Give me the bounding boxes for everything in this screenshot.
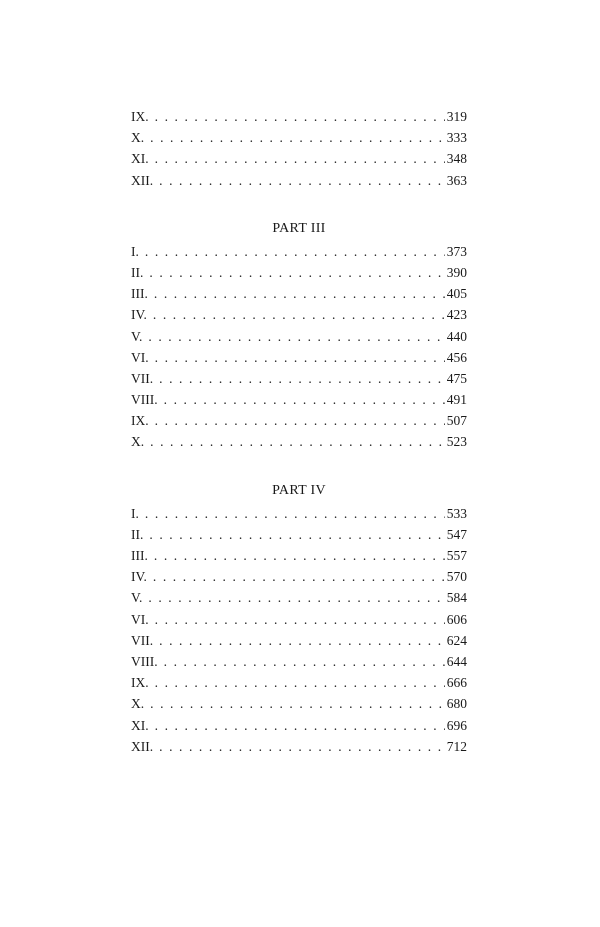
toc-entry (131, 241, 467, 262)
chapter-label: IV. (131, 307, 147, 323)
chapter-label: X. (131, 434, 145, 450)
toc-entry (131, 566, 467, 587)
dot-leader (149, 524, 444, 545)
table-of-contents (131, 106, 467, 757)
page-number: 456 (446, 349, 467, 365)
dot-leader (164, 389, 445, 410)
chapter-label: III. (131, 548, 148, 563)
chapter-label: III. (131, 286, 148, 302)
dot-leader (150, 127, 445, 148)
dot-leader (155, 148, 445, 169)
chapter-label: X. (131, 696, 145, 712)
dot-leader (154, 545, 445, 566)
dot-leader (159, 170, 445, 191)
toc-entry (131, 431, 467, 452)
page-number: 547 (446, 526, 467, 542)
page-number: 319 (446, 109, 467, 124)
page-number: 440 (446, 328, 467, 344)
chapter-label: VIII. (131, 392, 158, 408)
dot-leader (155, 715, 445, 736)
chapter-label: II. (131, 526, 144, 542)
toc-entry (131, 262, 467, 283)
dot-leader (159, 736, 445, 757)
dot-leader (155, 106, 445, 127)
toc-entry (131, 170, 467, 191)
part-heading: PART III (272, 220, 326, 236)
toc-entry (131, 651, 467, 672)
dot-leader (145, 241, 445, 262)
toc-entry (131, 630, 467, 651)
chapter-label: IX. (131, 675, 149, 691)
chapter-label: I. (131, 243, 139, 259)
toc-entry (131, 127, 467, 148)
toc-entry (131, 545, 467, 566)
toc-entry (131, 148, 467, 169)
page-number: 644 (446, 653, 467, 669)
page-number: 624 (446, 632, 467, 648)
dot-leader (164, 651, 445, 672)
toc-entry (131, 609, 467, 630)
dot-leader (155, 609, 445, 630)
page-number: 405 (446, 286, 467, 302)
page-number: 696 (446, 717, 467, 733)
page-number: 584 (446, 590, 467, 606)
page-number: 491 (446, 392, 467, 408)
dot-leader (148, 587, 444, 608)
chapter-label: IV. (131, 569, 147, 585)
page-number: 348 (446, 151, 467, 167)
dot-leader (154, 283, 445, 304)
page-number: 333 (446, 130, 467, 146)
dot-leader (159, 368, 445, 389)
chapter-label: I. (131, 505, 139, 521)
chapter-label: II. (131, 264, 144, 280)
dot-leader (159, 630, 445, 651)
dot-leader (145, 503, 445, 524)
dot-leader (155, 672, 445, 693)
chapter-label: XII. (131, 738, 154, 754)
chapter-label: VI. (131, 611, 149, 627)
page-number: 507 (446, 413, 467, 429)
toc-entry (131, 368, 467, 389)
page-number: 570 (446, 569, 467, 585)
page-number: 475 (446, 370, 467, 386)
dot-leader (148, 326, 444, 347)
chapter-label: XI. (131, 151, 149, 167)
toc-entry (131, 283, 467, 304)
page-number: 423 (446, 307, 467, 323)
toc-entry (131, 410, 467, 431)
dot-leader (149, 262, 444, 283)
part-heading: PART IV (272, 482, 326, 498)
dot-leader (153, 566, 445, 587)
page-number: 390 (446, 264, 467, 280)
toc-entry (131, 304, 467, 325)
toc-entry (131, 347, 467, 368)
page-number: 606 (446, 611, 467, 627)
chapter-label: V. (131, 590, 143, 606)
dot-leader (155, 410, 445, 431)
page-number: 712 (446, 738, 467, 754)
toc-entry (131, 736, 467, 757)
chapter-label: XII. (131, 172, 154, 188)
toc-entry (131, 693, 467, 714)
toc-entry (131, 389, 467, 410)
dot-leader (150, 693, 445, 714)
dot-leader (155, 347, 445, 368)
toc-entry (131, 326, 467, 347)
toc-entry (131, 715, 467, 736)
chapter-label: X. (131, 130, 145, 146)
chapter-label: VII. (131, 370, 154, 386)
chapter-label: XI. (131, 717, 149, 733)
toc-entry (131, 587, 467, 608)
page-number: 533 (446, 505, 467, 521)
toc-entry (131, 524, 467, 545)
dot-leader (153, 304, 445, 325)
toc-entry (131, 672, 467, 693)
chapter-label: V. (131, 328, 143, 344)
page-number: 363 (446, 172, 467, 188)
chapter-label: VII. (131, 632, 154, 648)
page-number: 373 (446, 243, 467, 259)
page-number: 523 (446, 434, 467, 450)
page-number: 666 (446, 675, 467, 691)
chapter-label: IX. (131, 413, 149, 429)
toc-entry (131, 106, 467, 127)
chapter-label: VI. (131, 349, 149, 365)
dot-leader (150, 431, 445, 452)
page-number: 557 (446, 548, 467, 563)
page-number: 680 (446, 696, 467, 712)
chapter-label: IX. (131, 109, 149, 124)
toc-entry (131, 503, 467, 524)
chapter-label: VIII. (131, 653, 158, 669)
